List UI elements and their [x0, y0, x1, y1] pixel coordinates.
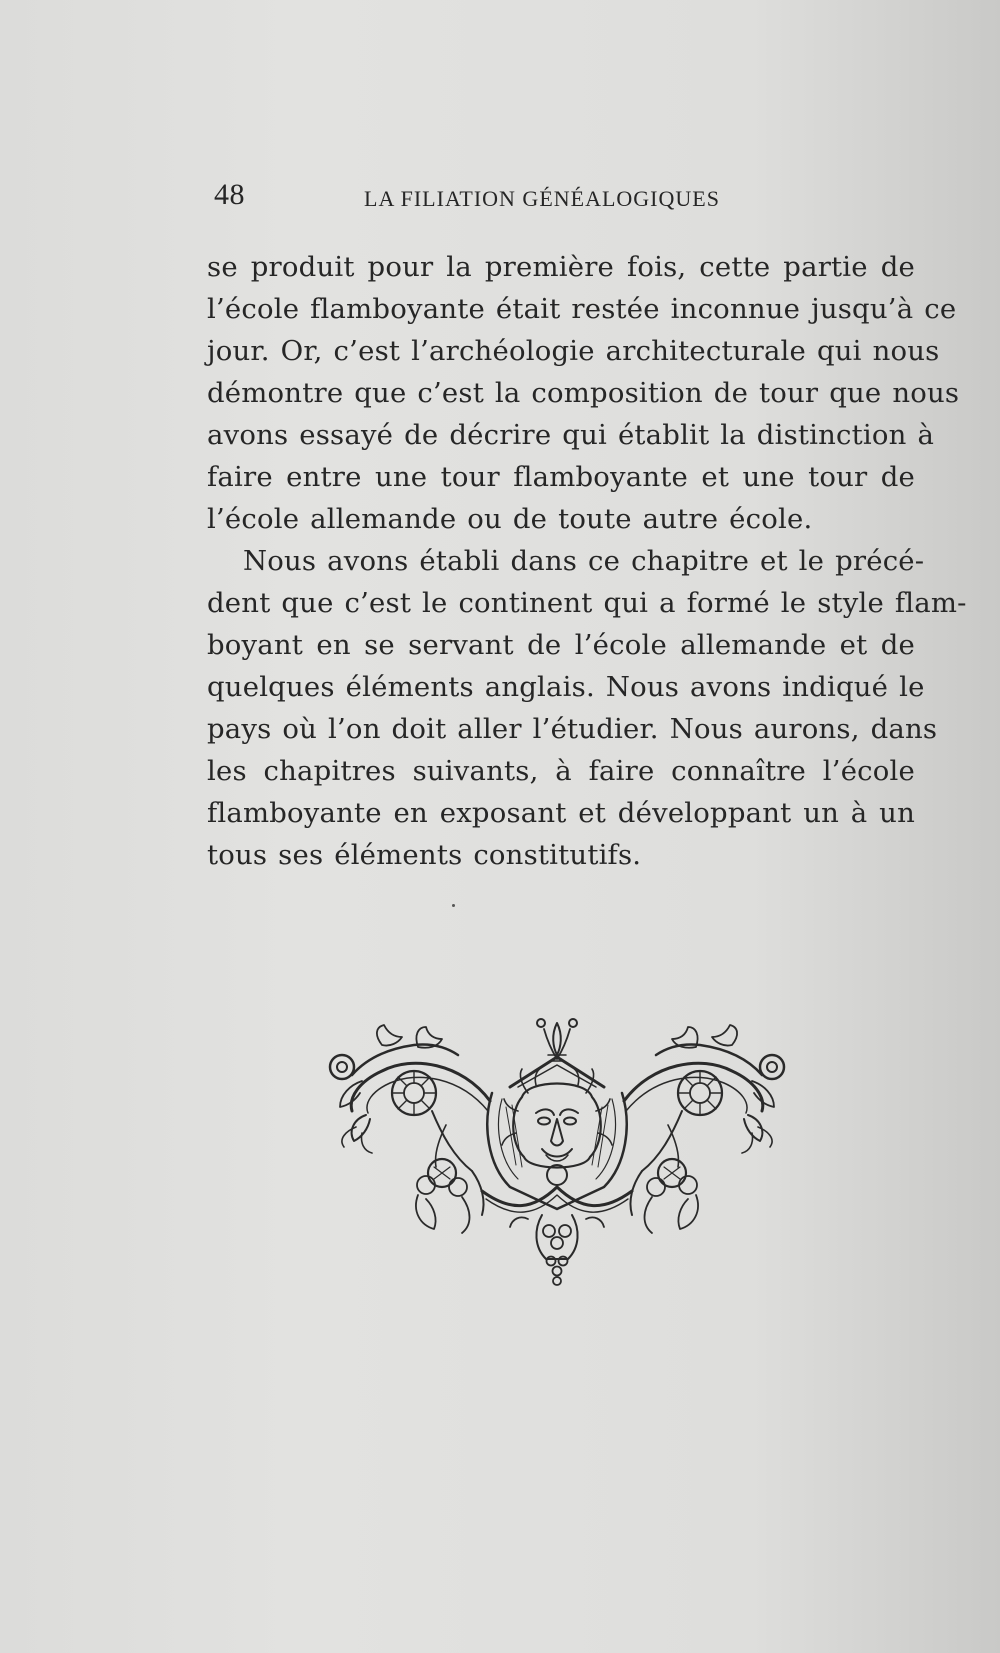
- paragraph-2: [207, 540, 967, 876]
- text-line: démontre que c’est la composition de tour que nous: [207, 377, 960, 409]
- running-head: [214, 178, 914, 218]
- text-line: les chapitres suivants, à faire connaître l’école: [207, 755, 915, 787]
- running-title: LA FILIATION GÉNÉALOGIQUES: [364, 186, 720, 211]
- text-line: pays où l’on doit aller l’étudier. Nous aurons, dans: [207, 713, 938, 745]
- ink-speck: [452, 904, 455, 907]
- text-line: boyant en se servant de l’école allemande et de: [207, 629, 915, 661]
- text-line: quelques éléments anglais. Nous avons indiqué le: [207, 671, 925, 703]
- text-line: Nous avons établi dans ce chapitre et le précé-: [243, 545, 925, 577]
- text-line: jour. Or, c’est l’archéologie architecturale qui nous: [207, 335, 940, 367]
- text-line: faire entre une tour flamboyante et une tour de: [207, 461, 915, 493]
- page-number: 48: [214, 178, 245, 211]
- text-line: tous ses éléments constitutifs.: [207, 839, 642, 871]
- text-line: l’école allemande ou de toute autre école.: [207, 503, 813, 535]
- text-line: se produit pour la première fois, cette partie de: [207, 251, 915, 283]
- text-line: dent que c’est le continent qui a formé le style flam-: [207, 587, 967, 619]
- lion-mask-acanthus-fleuron-icon: [322, 1015, 792, 1335]
- paragraph-1: [207, 246, 960, 540]
- body-text: [207, 246, 967, 876]
- text-line: flamboyante en exposant et développant un à un: [207, 797, 915, 829]
- text-line: avons essayé de décrire qui établit la distinction à: [207, 419, 935, 451]
- text-line: l’école flamboyante était restée inconnue jusqu’à ce: [207, 293, 957, 325]
